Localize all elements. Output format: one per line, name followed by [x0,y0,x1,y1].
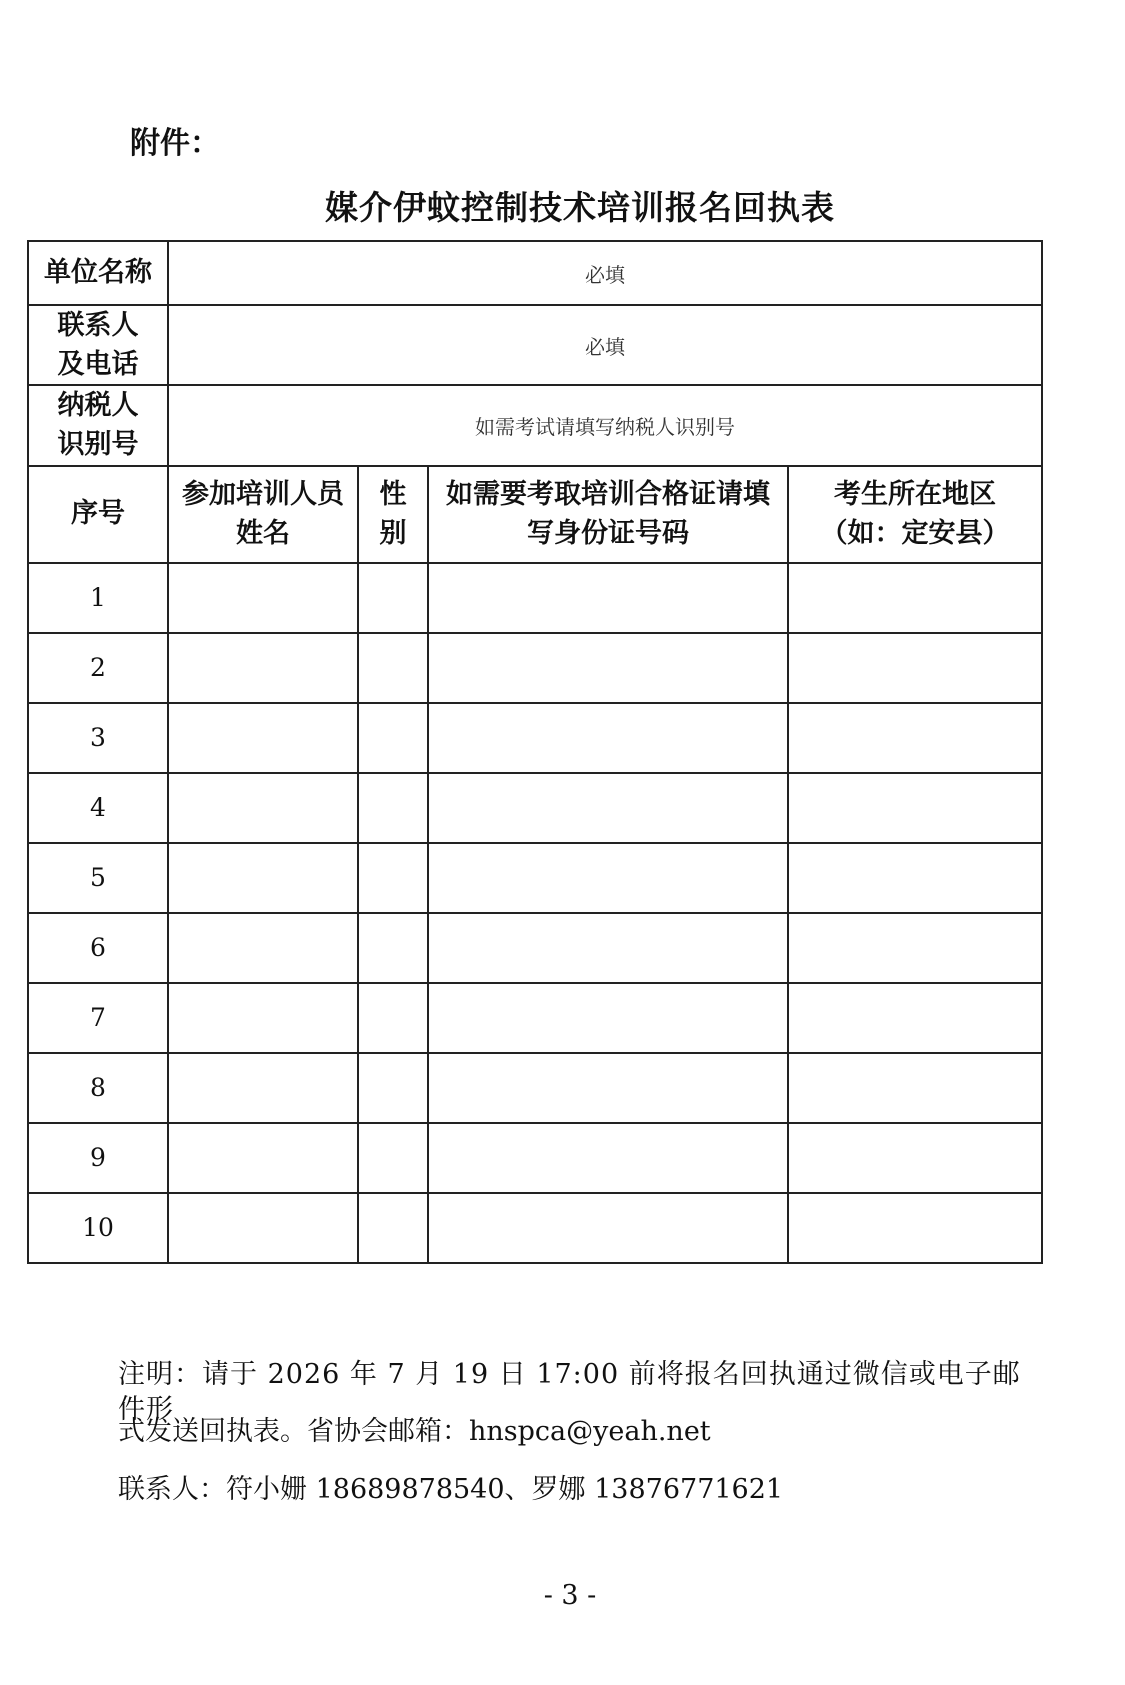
row-number: 6 [28,913,168,983]
attachment-label: 附件： [130,126,220,161]
id-number-cell[interactable] [428,1123,788,1193]
page-number: - 3 - [543,1580,597,1611]
col-header-gender [358,466,428,563]
taxpayer-id-label-text: 纳税人 识别号 [57,390,139,461]
name-cell[interactable] [168,1193,358,1263]
gender-cell[interactable] [358,983,428,1053]
name-cell[interactable] [168,1053,358,1123]
table-header-row [28,466,1042,563]
region-cell[interactable] [788,563,1042,633]
unit-name-label: 单位名称 [28,241,168,305]
row-number: 2 [28,633,168,703]
table-row [28,563,1042,633]
name-cell[interactable] [168,563,358,633]
id-number-cell[interactable] [428,563,788,633]
table-row [28,983,1042,1053]
table-row [28,1053,1042,1123]
gender-cell[interactable] [358,703,428,773]
registration-form-table [27,240,1043,1264]
name-cell[interactable] [168,633,358,703]
id-number-cell[interactable] [428,703,788,773]
contact-label-text: 联系人 及电话 [57,310,139,381]
id-number-cell[interactable] [428,633,788,703]
col-header-number-text: 序号 [71,498,125,530]
region-cell[interactable] [788,843,1042,913]
region-cell[interactable] [788,983,1042,1053]
region-cell[interactable] [788,703,1042,773]
col-header-name [168,466,358,563]
id-number-cell[interactable] [428,843,788,913]
table-row [28,843,1042,913]
col-header-gender-text: 性 别 [379,478,407,550]
region-cell[interactable] [788,913,1042,983]
id-number-cell[interactable] [428,1053,788,1123]
table-row [28,1123,1042,1193]
row-number: 9 [28,1123,168,1193]
unit-name-field[interactable]: 必填 [168,241,1042,305]
name-cell[interactable] [168,983,358,1053]
name-cell[interactable] [168,703,358,773]
gender-cell[interactable] [358,913,428,983]
row-number: 4 [28,773,168,843]
name-cell[interactable] [168,773,358,843]
gender-cell[interactable] [358,633,428,703]
region-cell[interactable] [788,1193,1042,1263]
contact-field[interactable]: 必填 [168,305,1042,385]
row-number: 5 [28,843,168,913]
info-row-unit [28,241,1042,305]
form-title: 媒介伊蚊控制技术培训报名回执表 [325,188,835,227]
note-email: 式发送回执表。省协会邮箱：hnspca@yeah.net [118,1416,711,1447]
col-header-name-text: 参加培训人员 姓名 [182,478,344,550]
row-number: 3 [28,703,168,773]
row-number: 7 [28,983,168,1053]
region-cell[interactable] [788,633,1042,703]
col-header-region [788,466,1042,563]
table-row [28,633,1042,703]
col-header-id-number [428,466,788,563]
col-header-number [28,466,168,563]
row-number: 1 [28,563,168,633]
table-row [28,1193,1042,1263]
col-header-id-number-text: 如需要考取培训合格证请填 写身份证号码 [446,478,770,550]
id-number-cell[interactable] [428,983,788,1053]
contact-label [28,305,168,385]
info-row-contact [28,305,1042,385]
name-cell[interactable] [168,843,358,913]
region-cell[interactable] [788,1123,1042,1193]
table-row [28,913,1042,983]
id-number-cell[interactable] [428,913,788,983]
info-row-taxpayer [28,385,1042,465]
row-number: 10 [28,1193,168,1263]
gender-cell[interactable] [358,1193,428,1263]
gender-cell[interactable] [358,773,428,843]
table-row [28,773,1042,843]
gender-cell[interactable] [358,843,428,913]
col-header-region-text: 考生所在地区 （如：定安县） [820,478,1010,550]
id-number-cell[interactable] [428,1193,788,1263]
taxpayer-id-field[interactable]: 如需考试请填写纳税人识别号 [168,385,1042,465]
table-row [28,703,1042,773]
gender-cell[interactable] [358,1123,428,1193]
note-contacts: 联系人：符小姗 18689878540、罗娜 13876771621 [118,1474,784,1505]
gender-cell[interactable] [358,1053,428,1123]
gender-cell[interactable] [358,563,428,633]
taxpayer-id-label [28,385,168,465]
name-cell[interactable] [168,1123,358,1193]
row-number: 8 [28,1053,168,1123]
id-number-cell[interactable] [428,773,788,843]
region-cell[interactable] [788,1053,1042,1123]
note-deadline: 注明：请于 2026 年 7 月 19 日 17:00 前将报名回执通过微信或电子邮件形 [118,1359,1021,1426]
name-cell[interactable] [168,913,358,983]
region-cell[interactable] [788,773,1042,843]
